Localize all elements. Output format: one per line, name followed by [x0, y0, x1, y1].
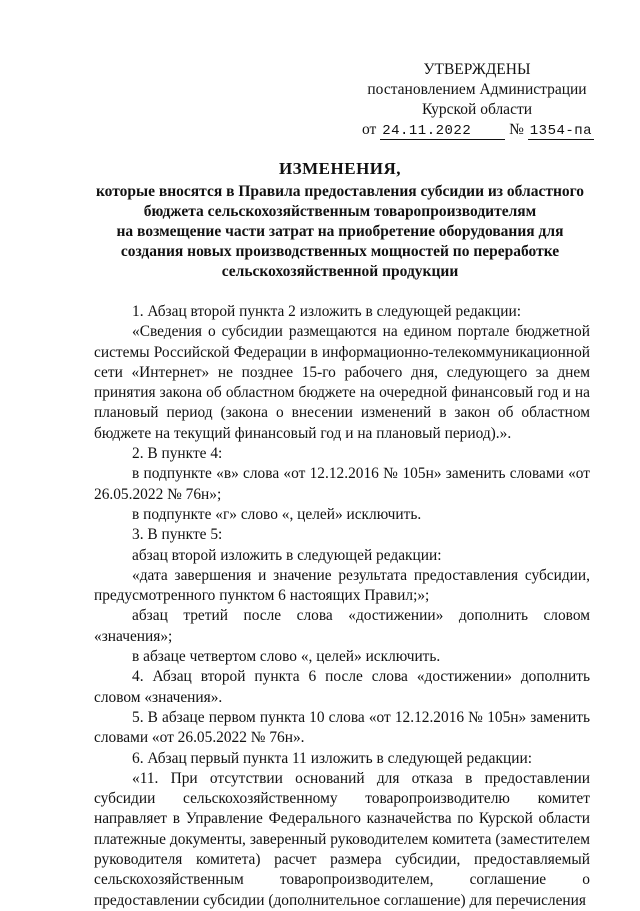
paragraph-text: «дата завершения и значение результата предоставления субсидии, предусмотренного пунктом 6 настоящих Правил;»;: [94, 566, 590, 605]
approval-authority: постановлением Администрации: [367, 81, 587, 98]
paragraph-quote-1: «Сведения о субсидии размещаются на едином портале бюджетной системы Российской Федерации в информационно-телекоммуникационной сети «Интернет» не позднее 15-го рабочего дня, следующего за днем принятия закона об областном бюджете на очередной финансовый год и на плановый период (закона о внесении изменений в закон об областном бюджете на текущий финансовый год и на плановый период).».: [94, 323, 590, 442]
approval-stamp: [362, 60, 592, 141]
paragraph-text: в абзаце четвертом слово «, целей» исключить.: [132, 648, 441, 666]
date-prefix: от: [362, 121, 377, 138]
approval-number: 1354-па: [529, 123, 593, 139]
paragraph-quote-11: «11. При отсутствии оснований для отказа в предоставлении субсидии сельскохозяйственному товаропроизводителю комитет направляет в Управление Федерального казначейства по Курской области платежные документы, заверенный руководителем комитета (заместителем руководителя комитета) расчет размера субсидии, предоставляемый сельскохозяйственным товаропроизводителем, соглашение о предоставлении субсидии (дополнительное соглашение) для перечисления: [94, 769, 590, 909]
document-title: [80, 158, 600, 282]
paragraph-text: абзац третий после слова «достижении» дополнить словом «значения»;: [94, 607, 590, 645]
paragraph-item-1: 1. Абзац второй пункта 2 изложить в следующей редакции:: [132, 303, 521, 320]
document-body: [94, 302, 590, 911]
subtitle-line: создания новых производственных мощностей по переработке: [120, 243, 560, 260]
paragraph-text: в подпункте «в» слова «от 12.12.2016 № 105н» заменить словами «от 26.05.2022 № 76н»;: [94, 465, 590, 503]
number-prefix: №: [509, 121, 524, 138]
subtitle-line: сельскохозяйственной продукции: [221, 263, 459, 280]
paragraph-text: в подпункте «г» слово «, целей» исключить.: [132, 505, 422, 523]
paragraph-item-4: 4. Абзац второй пункта 6 после слова «достижении» дополнить словом «значения».: [94, 668, 590, 706]
paragraph-text: абзац второй изложить в следующей редакции:: [132, 546, 442, 564]
title-subtitle: [80, 182, 600, 282]
paragraph-item-2: 2. В пункте 4:: [132, 445, 223, 463]
approval-region: Курской области: [421, 101, 533, 118]
approval-date-line: [362, 120, 592, 141]
title-heading: ИЗМЕНЕНИЯ,: [278, 159, 402, 178]
paragraph-item-6: 6. Абзац первый пункта 11 изложить в следующей редакции:: [132, 749, 532, 767]
approval-date: 24.11.2022: [380, 123, 505, 140]
paragraph-item-5: 5. В абзаце первом пункта 10 слова «от 12.12.2016 № 105н» заменить словами «от 26.05.2022 № 76н».: [94, 708, 590, 747]
approval-heading: УТВЕРЖДЕНЫ: [423, 61, 531, 78]
paragraph-item-3: 3. В пункте 5:: [132, 526, 223, 544]
subtitle-line: которые вносятся в Правила предоставления субсидии из областного: [95, 183, 585, 200]
subtitle-line: бюджета сельскохозяйственным товаропроизводителям: [143, 203, 537, 220]
subtitle-line: на возмещение части затрат на приобретение оборудования для: [116, 223, 564, 240]
